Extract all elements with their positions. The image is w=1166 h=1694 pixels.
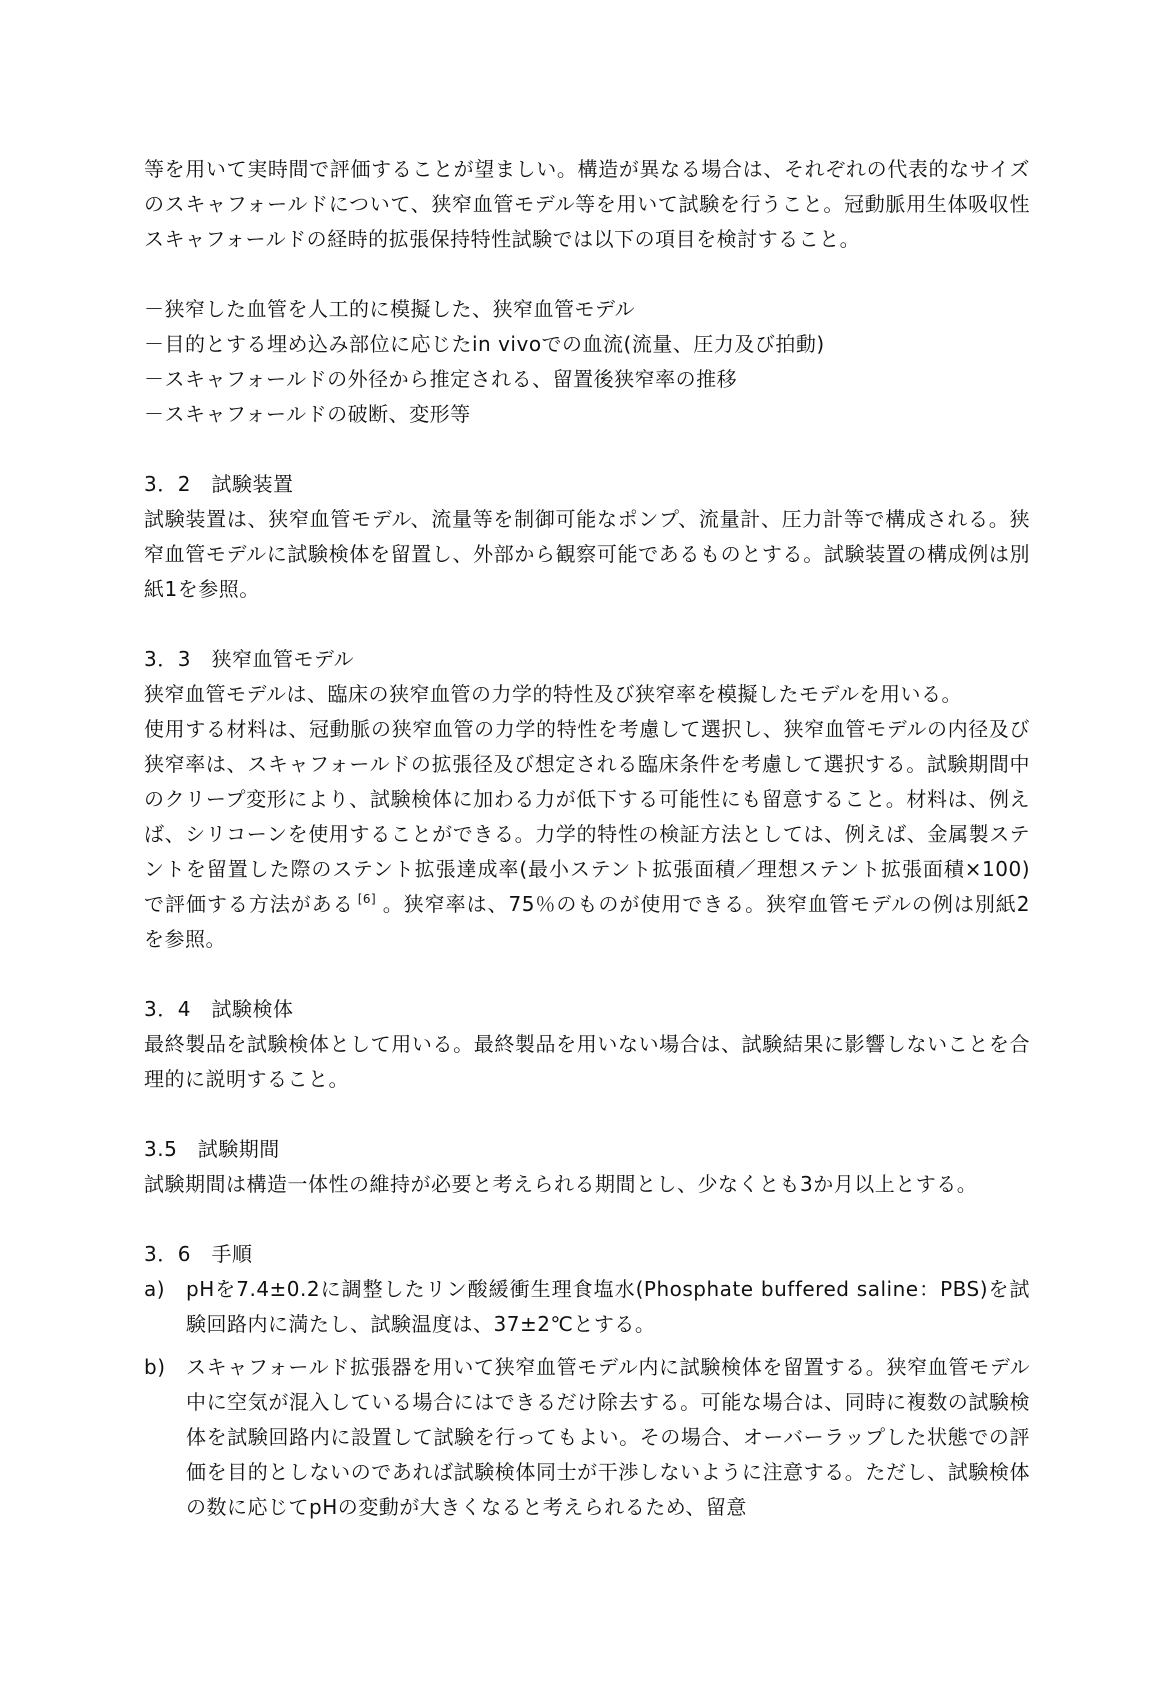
intro-paragraph: 等を用いて実時間で評価することが望ましい。構造が異なる場合は、それぞれの代表的なサイズのスキャフォールドについて、狭窄血管モデル等を用いて試験を行うこと。冠動脈用生体吸収性スキャフォールドの経時的拡張保持特性試験では以下の項目を検討すること。 bbox=[144, 157, 1030, 251]
procedure-step bbox=[144, 1350, 1030, 1525]
spacer bbox=[144, 1202, 1030, 1237]
spacer bbox=[144, 257, 1030, 292]
body-text: 使用する材料は、冠動脈の狭窄血管の力学的特性を考慮して選択し、狭窄血管モデルの内径及び狭窄率は、スキャフォールドの拡張径及び想定される臨床条件を考慮して選択する。試験期間中のクリープ変形により、試験検体に加わる力が低下する可能性にも留意すること。材料は、例えば、シリコーンを使用することができる。力学的特性の検証方法としては、例えば、金属製ステントを留置した際のステント拡張達成率(最小ステント拡張面積／理想ステント拡張面積×100)で評価する方法がある bbox=[144, 717, 1030, 916]
section-body: 試験装置は、狭窄血管モデル、流量等を制御可能なポンプ、流量計、圧力計等で構成される。狭窄血管モデルに試験検体を留置し、外部から観察可能であるものとする。試験装置の構成例は別紙1を参照。 bbox=[144, 507, 1030, 601]
spacer bbox=[144, 957, 1030, 992]
checklist-item: －狭窄した血管を人工的に模擬した、狭窄血管モデル bbox=[144, 297, 635, 321]
section-heading: 3．4 試験検体 bbox=[144, 997, 294, 1021]
citation-ref: [6] bbox=[357, 892, 377, 906]
checklist-item: －目的とする埋め込み部位に応じたin vivoでの血流(流量、圧力及び拍動) bbox=[144, 332, 825, 356]
section-body bbox=[144, 712, 1030, 957]
step-text: スキャフォールド拡張器を用いて狭窄血管モデル内に試験検体を留置する。狭窄血管モデル中に空気が混入している場合にはできるだけ除去する。可能な場合は、同時に複数の試験検体を試験回路内に設置して試験を行ってもよい。その場合、オーバーラップした状態での評価を目的としないのであれば試験検体同士が干渉しないように注意する。ただし、試験検体の数に応じてpHの変動が大きくなると考えられるため、留意 bbox=[186, 1355, 1030, 1519]
step-text: pHを7.4±0.2に調整したリン酸緩衝生理食塩水(Phosphate buffered saline：PBS)を試験回路内に満たし、試験温度は、37±2℃とする。 bbox=[186, 1277, 1030, 1336]
section-3-2 bbox=[144, 467, 1030, 607]
checklist bbox=[144, 292, 1030, 432]
step-marker: b) bbox=[144, 1355, 166, 1379]
checklist-item: －スキャフォールドの外径から推定される、留置後狭窄率の推移 bbox=[144, 367, 738, 391]
section-3-6 bbox=[144, 1237, 1030, 1525]
section-body: 最終製品を試験検体として用いる。最終製品を用いない場合は、試験結果に影響しないことを合理的に説明すること。 bbox=[144, 1032, 1030, 1091]
section-heading: 3．6 手順 bbox=[144, 1242, 253, 1266]
section-heading: 3.5 試験期間 bbox=[144, 1137, 280, 1161]
spacer bbox=[144, 1097, 1030, 1132]
section-body: 試験期間は構造一体性の維持が必要と考えられる期間とし、少なくとも3か月以上とする。 bbox=[144, 1172, 978, 1196]
section-3-5 bbox=[144, 1132, 1030, 1202]
procedure-step bbox=[144, 1272, 1030, 1342]
body-text: 。狭窄率は、75％のものが使用できる。狭窄血管モデルの例は別紙2を参照。 bbox=[144, 892, 1030, 951]
section-3-3 bbox=[144, 642, 1030, 957]
section-heading: 3．3 狭窄血管モデル bbox=[144, 647, 354, 671]
step-marker: a) bbox=[144, 1277, 166, 1301]
section-heading: 3．2 試験装置 bbox=[144, 472, 294, 496]
spacer bbox=[144, 607, 1030, 642]
section-3-4 bbox=[144, 992, 1030, 1097]
section-body-first-line: 狭窄血管モデルは、臨床の狭窄血管の力学的特性及び狭窄率を模擬したモデルを用いる。 bbox=[144, 682, 962, 706]
document-body bbox=[144, 152, 1030, 1525]
checklist-item: －スキャフォールドの破断、変形等 bbox=[144, 402, 471, 426]
spacer bbox=[144, 432, 1030, 467]
